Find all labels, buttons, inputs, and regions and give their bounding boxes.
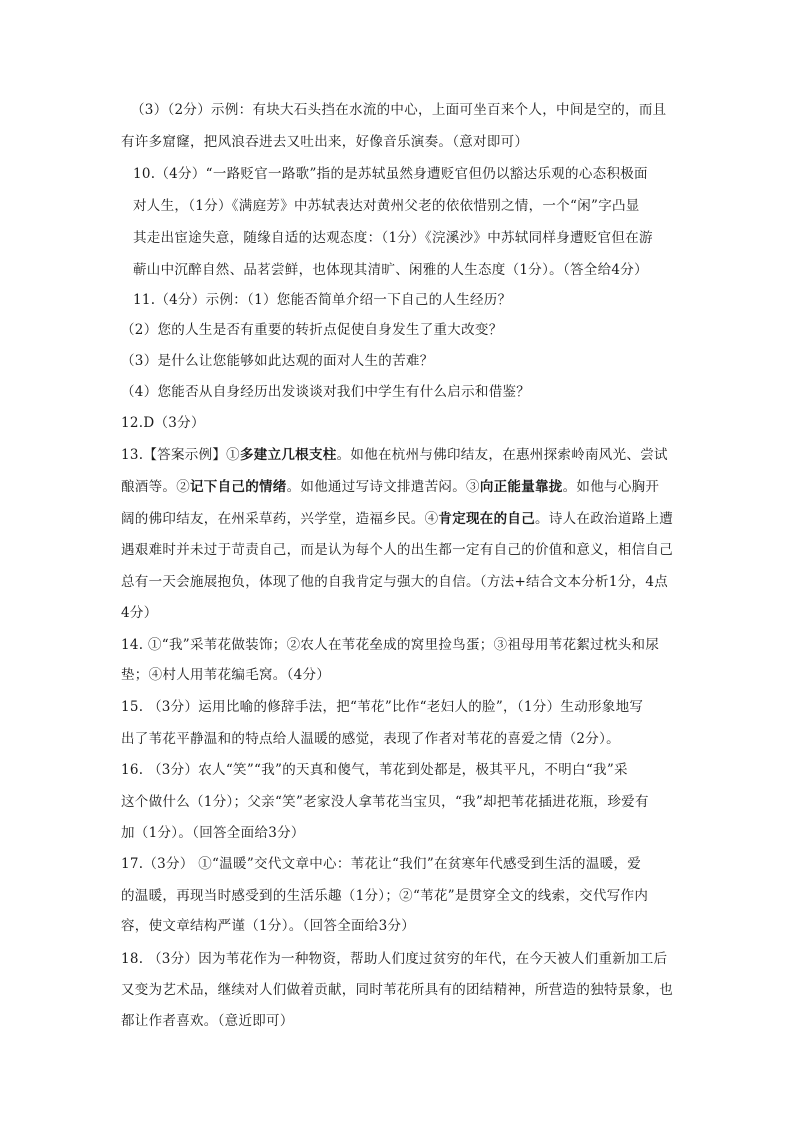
answer-q18-line1: 18. （3分）因为苇花作为一种物资，帮助人们度过贫穷的年代，在今天被人们重新加工后 [121, 951, 668, 967]
answer-q10-line1: 10.（4分）“一路贬官一路歌”指的是苏轼虽然身遭贬官但仍以豁达乐观的心态积极面 [133, 166, 648, 182]
answer-q13-line1 [121, 446, 668, 464]
answer-q15-line2: 出了苇花平静温和的特点给人温暖的感觉，表现了作者对苇花的喜爱之情（2分）。 [121, 731, 620, 747]
answer-q11-line1: 11.（4分）示例：（1）您能否简单介绍一下自己的人生经历？ [133, 292, 512, 308]
answer-q10-line4: 蕲山中沉醉自然、品茗尝鲜，也体现其清旷、闲雅的人生态度（1分）。（答全给4分） [133, 262, 648, 278]
answer-q3-line2: 有许多窟窿，把风浪吞进去又吐出来，好像音乐演奏。（意对即可） [121, 134, 529, 150]
answer-q13-point1: 多建立几根支柱 [239, 447, 337, 463]
answer-q13-line5: 总有一天会施展抱负，体现了他的自我肯定与强大的自信。（方法+结合文本分析1分，4点 [121, 574, 669, 590]
answer-q15-line1: 15. （3分）运用比喻的修辞手法，把“苇花”比作“老妇人的脸”，（1分）生动形象地写 [121, 699, 644, 715]
answer-q16-line2: 这个做什么（1分）；父亲“笑”老家没人拿苇花当宝贝，“我”却把苇花插进花瓶，珍爱有 [121, 794, 649, 810]
answer-q16-line3: 加（1分）。（回答全面给3分） [121, 825, 305, 841]
answer-q13-line1-prefix: 13.【答案示例】① [121, 447, 240, 463]
answer-q3-line1: （3）（2分）示例：有块大石头挡在水流的中心，上面可坐百来个人，中间是空的，而且 [131, 102, 667, 118]
answer-q13-line4: 遇艰难时并未过于苛责自己，而是认为每个人的出生都一定有自己的价值和意义，相信自己 [121, 542, 673, 558]
answer-q10-line3: 其走出宦途失意，随缘自适的达观态度：（1分）《浣溪沙》中苏轼同样身遭贬官但在游 [133, 230, 653, 246]
answer-q18-line2: 又变为艺术品，继续对人们做着贡献，同时苇花所具有的团结精神，所营造的独特景象，也 [121, 982, 673, 998]
answer-q13-line1-rest: 。如他在杭州与佛印结友，在惠州探索岭南风光、尝试 [336, 447, 668, 463]
answer-q17-line3: 容，使文章结构严谨（1分）。（回答全面给3分） [121, 918, 416, 934]
answer-q13-point4: 肯定现在的自己 [438, 511, 536, 527]
answer-q14-line2: 垫；④村人用苇花编毛窝。（4分） [121, 667, 331, 683]
answer-q14-line1: 14. ①“我”采苇花做装饰；②农人在苇花垒成的窝里捡鸟蛋；③祖母用苇花絮过枕头和尿 [121, 637, 660, 653]
answer-q17-line2: 的温暖，再现当时感受到的生活乐趣（1分）；②“苇花”是贯穿全文的线索，交代写作内 [121, 888, 649, 904]
answer-q13-point2: 记下自己的情绪 [190, 479, 287, 495]
answer-q13-line2-a: 酿酒等。② [121, 479, 190, 495]
answer-q12: 12.D（3分） [121, 415, 205, 431]
answer-q13-line2-c: 。如他通过写诗文排遣苦闷。③ [286, 479, 480, 495]
answer-q16-line1: 16. （3分）农人“笑”“我”的天真和傻气，苇花到处都是，极其平凡，不明白“我”采 [121, 762, 628, 778]
answer-q13-line2 [121, 478, 659, 496]
answer-q13-line3-a: 阔的佛印结友，在州采草药，兴学堂，造福乡民。④ [121, 511, 439, 527]
answer-q13-line2-e: 。如他与心胸开 [562, 479, 660, 495]
answer-q13-line6: 4分） [121, 605, 158, 621]
answer-q11-line2: （2）您的人生是否有重要的转折点促使自身发生了重大改变？ [121, 322, 503, 338]
answer-q18-line3: 都让作者喜欢。（意近即可） [121, 1013, 294, 1029]
answer-q13-line3-c: 。诗人在政治道路上遭 [535, 511, 674, 527]
answer-q13-point3: 向正能量靠拢 [479, 479, 563, 495]
answer-q10-line2: 对人生，（1分）《满庭芳》中苏轼表达对黄州父老的依依惜别之情，一个“闲”字凸显 [133, 198, 640, 214]
answer-q17-line1: 17.（3分） ①“温暖”交代文章中心：苇花让“我们”在贫寒年代感受到生活的温暖，爱 [121, 856, 642, 872]
answer-q13-line3 [121, 510, 673, 528]
answer-q11-line3: （3）是什么让您能够如此达观的面对人生的苦难？ [121, 353, 434, 369]
answer-q11-line4: （4）您能否从自身经历出发谈谈对我们中学生有什么启示和借鉴？ [121, 384, 531, 400]
